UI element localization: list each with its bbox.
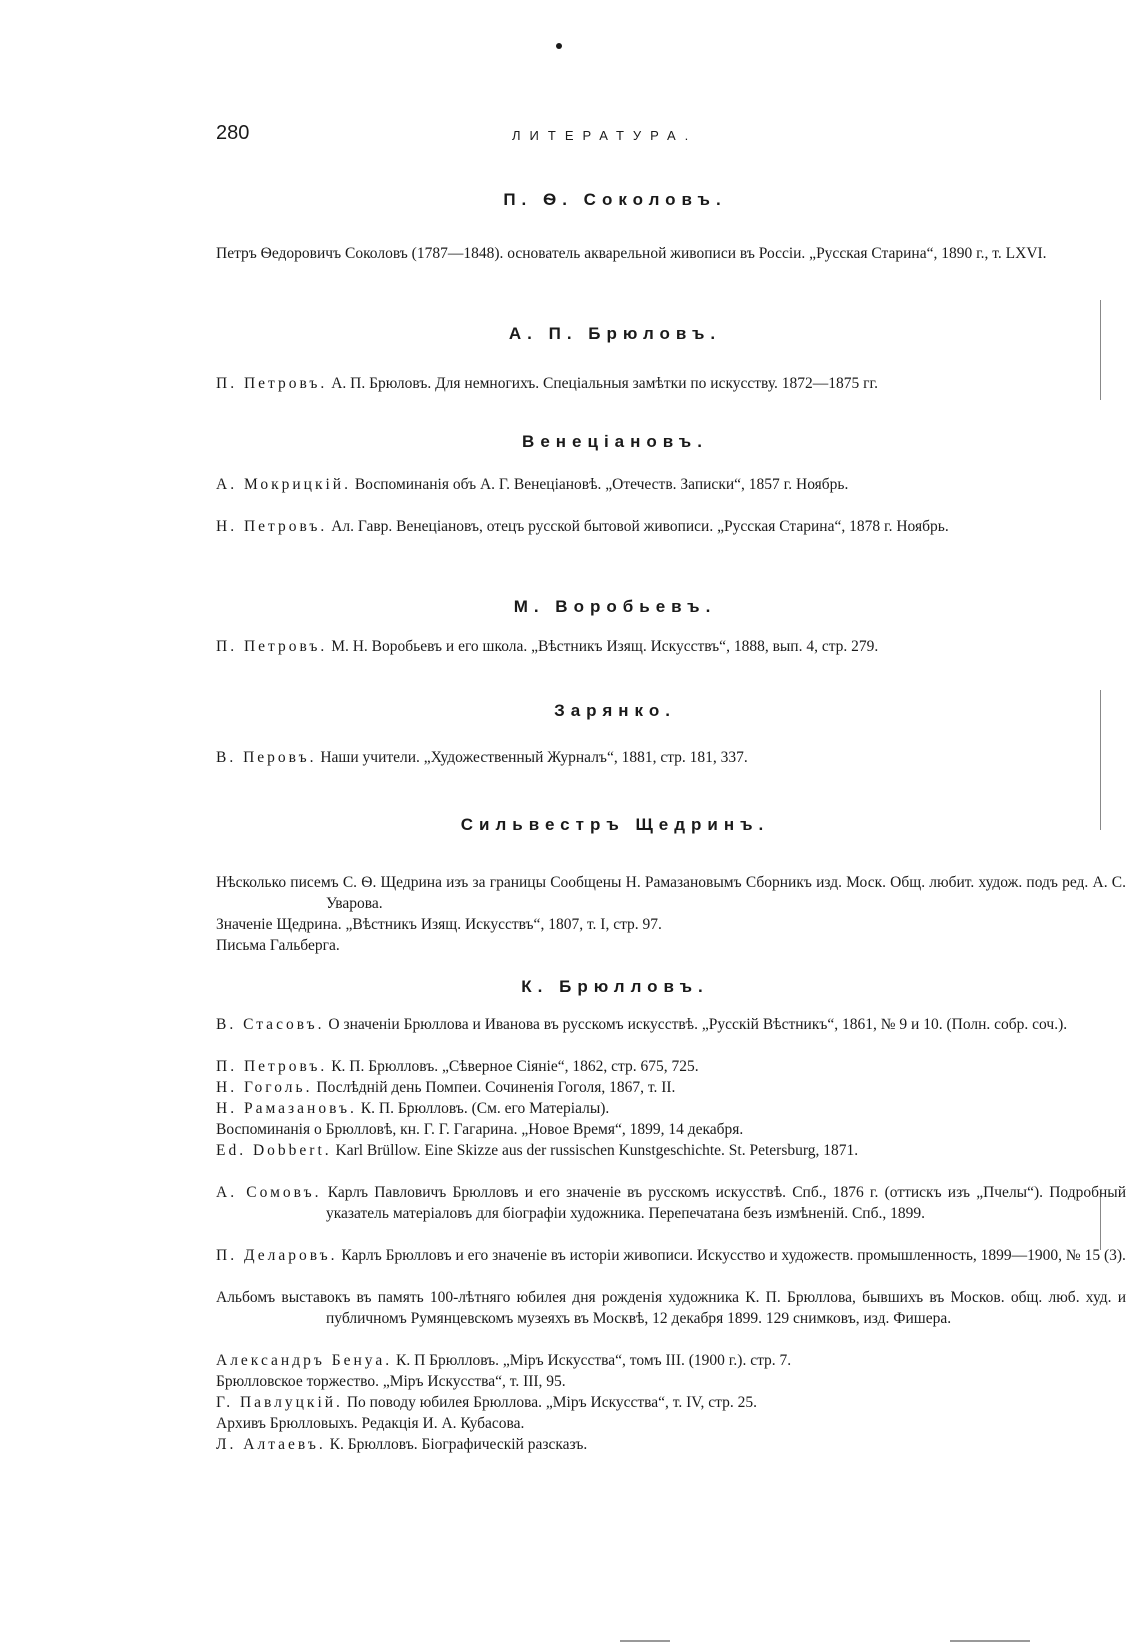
entry-author: Н. Гоголь. (216, 1079, 313, 1096)
entry-text: А. П. Брюловъ. Для немногихъ. Спеціальныя замѣтки по искусству. 1872—1875 гг. (327, 375, 879, 392)
bibliography-entry (216, 1435, 1126, 1456)
bibliography-entry (216, 915, 1126, 936)
entry-text: Петръ Ѳедоровичъ Соколовъ (1787—1848). основатель акварельной живописи въ Россіи. „Русская Старина“, 1890 г., т. LXVI. (216, 245, 1047, 262)
entry-author: П. Петровъ. (216, 1058, 328, 1075)
entry-text: По поводу юбилея Брюллова. „Міръ Искусства“, т. IV, стр. 25. (342, 1394, 757, 1411)
entry-text: Послѣдній день Помпеи. Сочиненія Гоголя, 1867, т. II. (312, 1079, 676, 1096)
entry-text: Брюлловское торжество. „Міръ Искусства“, т. III, 95. (216, 1373, 566, 1390)
bibliography-entry (216, 1057, 1126, 1078)
entry-author: Ed. Dobbert. (216, 1142, 332, 1159)
bibliography-entry (216, 1120, 1126, 1141)
section-heading-a-bryullov: А. П. Брюловъ. (508, 324, 722, 343)
bibliography-entry (216, 748, 1126, 769)
section-heading-venetsianov: Венеціановъ. (522, 432, 708, 451)
entry-text: Наши учители. „Художественный Журналъ“, 1881, стр. 181, 337. (316, 749, 748, 766)
bibliography-entry (216, 1414, 1126, 1435)
running-head: ЛИТЕРАТУРА. (512, 128, 698, 143)
bibliography-entry (216, 1141, 1126, 1162)
bibliography-entry (216, 1015, 1126, 1036)
entry-author: Л. Алтаевъ. (216, 1436, 326, 1453)
entry-text: Воспоминанія о Брюлловѣ, кн. Г. Г. Гагарина. „Новое Время“, 1899, 14 декабря. (216, 1121, 744, 1138)
entry-author: Александръ Бенуа. (216, 1352, 393, 1369)
entry-text: М. Н. Воробьевъ и его школа. „Вѣстникъ Изящ. Искусствъ“, 1888, вып. 4, стр. 279. (327, 638, 879, 655)
scan-mark (950, 1640, 1030, 1642)
bibliography-entry (216, 1288, 1126, 1329)
bibliography-entry (216, 1183, 1126, 1224)
section-heading-zaryanko: Зарянко. (554, 701, 676, 720)
bibliography-entry (216, 1372, 1126, 1393)
entry-text: Karl Brüllow. Eine Skizze aus der russischen Kunstgeschichte. St. Petersburg, 1871. (331, 1142, 859, 1159)
entry-author: П. Деларовъ. (216, 1247, 338, 1264)
entry-author: П. Петровъ. (216, 375, 328, 392)
entry-author: Н. Петровъ. (216, 518, 328, 535)
entry-text: Значеніе Щедрина. „Вѣстникъ Изящ. Искусствъ“, 1807, т. I, стр. 97. (216, 916, 662, 933)
bibliography-entry (216, 374, 1126, 395)
section-heading-sokolov: П. Ѳ. Соколовъ. (503, 190, 727, 209)
entry-author: А. Мокрицкій. (216, 476, 351, 493)
entry-text: Письма Гальберга. (216, 937, 340, 954)
bibliography-entry (216, 873, 1126, 914)
entry-text: Ал. Гавр. Венеціановъ, отецъ русской бытовой живописи. „Русская Старина“, 1878 г. Ноябрь. (327, 518, 949, 535)
entry-author: Н. Рамазановъ. (216, 1100, 357, 1117)
entry-author: В. Стасовъ. (216, 1016, 325, 1033)
entry-text: Нѣсколько писемъ С. Ѳ. Щедрина изъ за границы Сообщены Н. Рамазановымъ Сборникъ изд. Моск. Общ. любит. худож. подъ ред. А. С. Уварова. (216, 874, 1126, 912)
page-number: 280 (216, 122, 250, 144)
ink-dot (556, 43, 562, 49)
entry-text: К. П Брюлловъ. „Міръ Искусства“, томъ III. (1900 г.). стр. 7. (392, 1352, 792, 1369)
entry-author: Г. Павлуцкій. (216, 1394, 343, 1411)
entry-text: О значеніи Брюллова и Иванова въ русскомъ искусствѣ. „Русскій Вѣстникъ“, 1861, № 9 и 10. (Полн. собр. соч.). (324, 1016, 1068, 1033)
bibliography-entry (216, 936, 1126, 957)
section-heading-k-bryullov: К. Брюлловъ. (521, 977, 709, 996)
bibliography-entry (216, 1078, 1126, 1099)
bibliography-entry (216, 475, 1126, 496)
entry-text: К. П. Брюлловъ. „Сѣверное Сіяніе“, 1862, стр. 675, 725. (327, 1058, 699, 1075)
section-heading-vorobiev: М. Воробьевъ. (513, 597, 717, 616)
entry-author: А. Сомовъ. (216, 1184, 322, 1201)
entry-text: Воспоминанія объ А. Г. Венеціановѣ. „Отечеств. Записки“, 1857 г. Ноябрь. (350, 476, 849, 493)
entry-text: Карлъ Павловичъ Брюлловъ и его значеніе въ русскомъ искусствѣ. Спб., 1876 г. (оттискъ изъ „Пчелы“). Подробный указатель матеріаловъ для біографіи художника. Перепечатана безъ измѣненій. Спб., 1899. (321, 1184, 1126, 1222)
bibliography-entry (216, 244, 1126, 265)
entry-text: Альбомъ выставокъ въ память 100-лѣтняго юбилея дня рожденія художника К. П. Брюллова, бывшихъ въ Москов. общ. люб. худ. и публичномъ Румянцевскомъ музеяхъ въ Москвѣ, 12 декабря 1899. 129 снимковъ, изд. Фишера. (216, 1289, 1126, 1327)
bibliography-entry (216, 1351, 1126, 1372)
bibliography-entry (216, 1099, 1126, 1120)
entry-text: К. Брюлловъ. Біографическій разсказъ. (325, 1436, 588, 1453)
scan-mark (620, 1640, 670, 1642)
bibliography-entry (216, 517, 1126, 538)
entry-author: В. Перовъ. (216, 749, 317, 766)
bibliography-entry (216, 1393, 1126, 1414)
section-heading-shchedrin: Сильвестръ Щедринъ. (460, 815, 770, 834)
entry-text: Архивъ Брюлловыхъ. Редакція И. А. Кубасова. (216, 1415, 525, 1432)
entry-author: П. Петровъ. (216, 638, 328, 655)
bibliography-entry (216, 637, 1126, 658)
entry-text: К. П. Брюлловъ. (См. его Матеріалы). (356, 1100, 610, 1117)
entry-text: Карлъ Брюлловъ и его значеніе въ исторіи живописи. Искусство и художеств. промышленность, 1899—1900, № 15 (3). (337, 1247, 1126, 1264)
bibliography-entry (216, 1246, 1126, 1267)
